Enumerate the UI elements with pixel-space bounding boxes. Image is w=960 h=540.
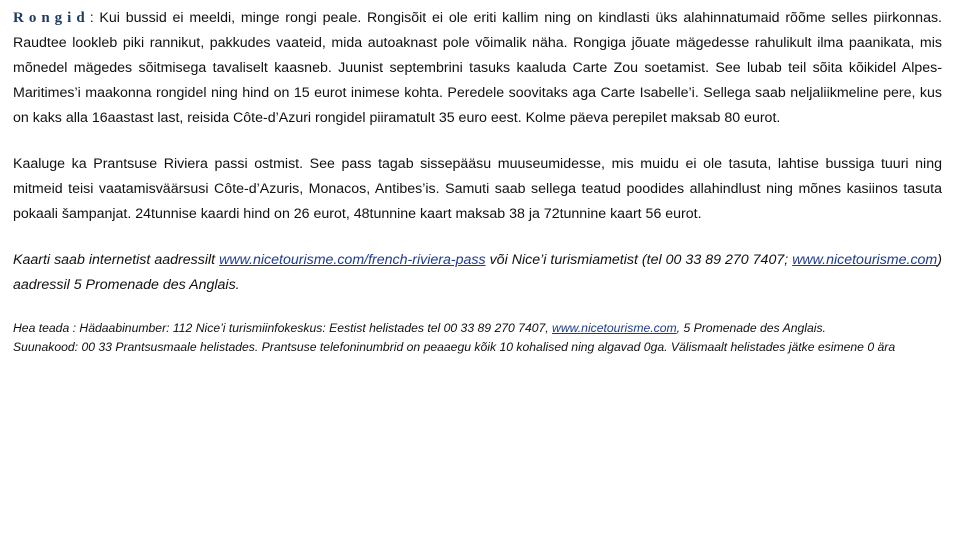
info-line1-after: , 5 Promenade des Anglais. <box>676 321 826 335</box>
dialing-code-line <box>13 338 942 357</box>
document-page <box>13 6 942 357</box>
riviera-pass-text: Kaaluge ka Prantsuse Riviera passi ostmist. See pass tagab sissepääsu muuseumidesse, mis muidu ei ole tasuta, lahtise bussiga tuuri ning mitmeid teisi vaatamisväärsusi Côte-d’Azuris, Monacos, Antibes’is. Samuti saab sellega teatud poodides allahindlust ning mõnes kasiinos tasuta pokaali šampanjat. 24tunnise kaardi hind on 26 eurot, 48tunnine kaart maksab 38 ja 72tunnine kaart 56 eurot. <box>13 156 942 222</box>
purchase-text-after: ) aadressil 5 Promenade des Anglais. <box>13 252 942 293</box>
nicetourisme-link[interactable]: www.nicetourisme.com <box>792 252 938 268</box>
riviera-pass-paragraph <box>13 152 942 227</box>
riviera-pass-link[interactable]: www.nicetourisme.com/french-riviera-pass <box>219 252 486 268</box>
trains-heading: Rongid <box>13 10 90 26</box>
purchase-text-middle: või Nice’i turismiametist (tel 00 33 89 270 7407; <box>485 252 793 268</box>
purchase-paragraph <box>13 248 942 298</box>
info-nicetourisme-link[interactable]: www.nicetourisme.com <box>552 321 677 335</box>
info-line1-before: Hea teada : Hädaabinumber: 112 Nice’i turismiinfokeskus: Eestist helistades tel 00 33 89 270 7407, <box>13 321 553 335</box>
trains-text: : Kui bussid ei meeldi, minge rongi peale. Rongisõit ei ole eriti kallim ning on kindlasti üks alahinnatumaid rõõme selles piirkonnas. Raudtee lookleb piki rannikut, pakkudes vaateid, mida autoaknast pole võimalik näha. Rongiga jõuate mägedesse rahulikult ilma paanikata, mis mõnedel mägedes sõitmisega tavaliselt kaasneb. Juunist septembrini tasuks kaaluda Carte Zou soetamist. See lubab teil sõita kõikidel Alpes-Maritimes’i maakonna rongidel ning hind on 15 eurot inimese kohta. Peredele soovitaks aga Carte Isabelle’i. Sellega saab neljaliikmeline pere, kus on kaks alla 16aastast last, reisida Côte-d’Azuri rongidel piiramatult 35 euro eest. Kolme päeva perepilet maksab 80 eurot. <box>13 10 942 126</box>
purchase-text-before: Kaarti saab internetist aadressilt <box>13 252 220 268</box>
info-block <box>13 319 942 357</box>
trains-paragraph <box>13 6 942 131</box>
info-line2: Suunakood: 00 33 Prantsusmaale helistades. Prantsuse telefoninumbrid on peaaegu kõik 10 kohalised ning algavad 0ga. Välismaalt helistades jätke esimene 0 ära <box>13 340 896 354</box>
good-to-know-line <box>13 319 942 338</box>
